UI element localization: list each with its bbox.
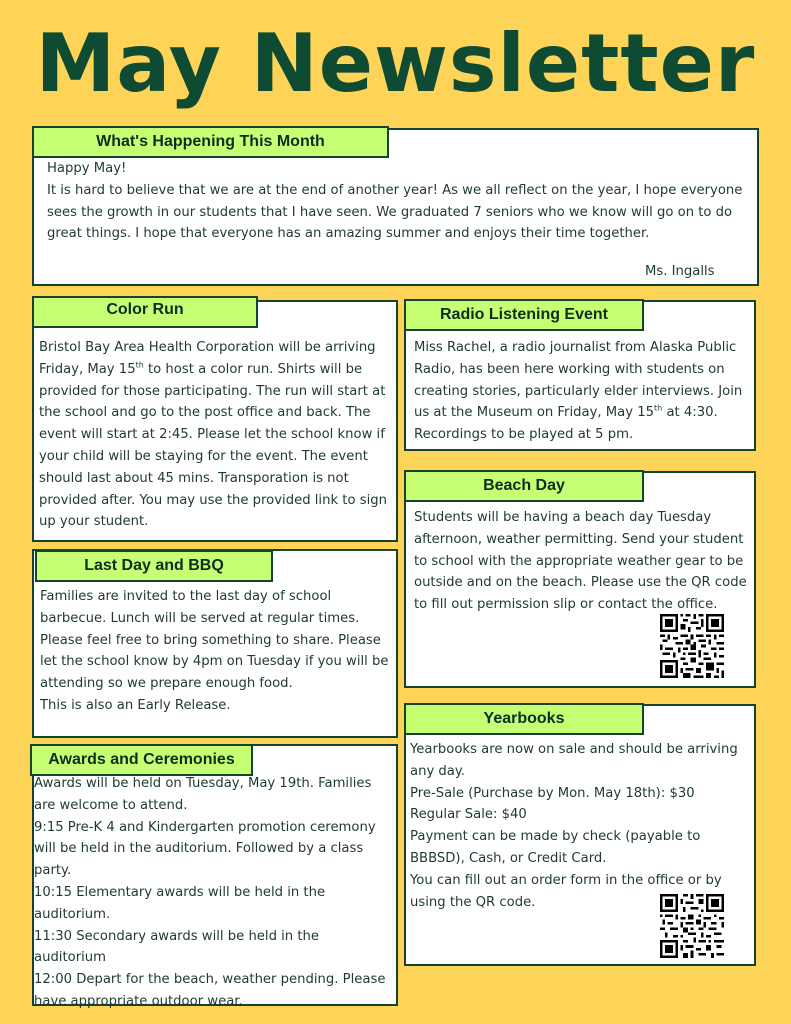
color-run-body xyxy=(39,337,391,533)
radio-body xyxy=(414,337,750,446)
yearbooks-qr-code[interactable] xyxy=(660,894,724,958)
awards-line-1: Awards will be held on Tuesday, May 19th. Families are welcome to attend. xyxy=(34,776,372,813)
last-day-heading: Last Day and BBQ xyxy=(35,550,273,582)
last-day-line-2: This is also an Early Release. xyxy=(40,697,231,713)
beach-body: Students will be having a beach day Tuesday afternoon, weather permitting. Send your student to school with the appropriate weather gear to be outside and on the beach. Please use the QR code to fill out permission slip or contact the office. xyxy=(414,510,747,613)
happening-paragraph: It is hard to believe that we are at the end of another year! As we all reflect on the year, I hope everyone sees the growth in our students that I have seen. We graduated 7 seniors who we know will go on to do great things. I hope that everyone has an amazing summer and enjoys their time together. xyxy=(47,182,743,242)
yearbooks-line-1: Yearbooks are now on sale and should be arriving any day. xyxy=(410,742,738,779)
awards-body xyxy=(34,773,394,1013)
yearbooks-line-5: You can fill out an order form in the office or by using the QR code. xyxy=(410,872,722,910)
color-run-heading: Color Run xyxy=(32,296,258,328)
yearbooks-heading: Yearbooks xyxy=(404,703,644,735)
newsletter-title: May Newsletter xyxy=(35,17,756,110)
awards-heading: Awards and Ceremonies xyxy=(30,744,253,776)
color-run-text-b: to host a color run. Shirts will be provided for those participating. The run will start at the school and go to the post office and back. The event will start at 2:45. Please let the school know if your child will be staying for the event. The event should last about 45 mins. Transporation is not provided after. You may use the provided link to sign up your student. xyxy=(39,361,387,530)
color-run-text-a: Bristol Bay Area Health Corporation will be arriving Friday, May 15 xyxy=(39,340,376,377)
beach-heading: Beach Day xyxy=(404,470,644,502)
awards-line-2: 9:15 Pre-K 4 and Kindergarten promotion ceremony will be held in the auditorium. Followed by a class party. xyxy=(34,819,376,879)
awards-line-4: 11:30 Secondary awards will be held in the auditorium xyxy=(34,928,319,966)
happening-signature: Ms. Ingalls xyxy=(645,264,715,279)
radio-text-b: at 4:30. Recordings to be played at 5 pm. xyxy=(414,405,718,443)
yearbooks-line-3: Regular Sale: $40 xyxy=(410,807,527,823)
yearbooks-line-4: Payment can be made by check (payable to BBBSD), Cash, or Credit Card. xyxy=(410,829,701,866)
yearbooks-body xyxy=(410,739,752,913)
radio-sup: th xyxy=(654,404,663,413)
happening-greeting: Happy May! xyxy=(47,161,127,176)
awards-line-5: 12:00 Depart for the beach, weather pending. Please have appropriate outdoor wear. xyxy=(34,972,386,1009)
last-day-line-1: Families are invited to the last day of school barbecue. Lunch will be served at regular times. Please feel free to bring something to share. Please let the school know by 4pm on Tuesday if you will be attending so we prepare enough food. xyxy=(40,589,389,692)
happening-body xyxy=(47,158,747,245)
last-day-body xyxy=(40,586,390,717)
color-run-sup: th xyxy=(135,360,144,370)
happening-heading: What's Happening This Month xyxy=(32,126,389,158)
awards-line-3: 10:15 Elementary awards will be held in the auditorium. xyxy=(34,884,326,922)
radio-heading: Radio Listening Event xyxy=(404,299,644,331)
radio-text-a: Miss Rachel, a radio journalist from Alaska Public Radio, has been here working with students on creating stories, particularly elder interviews. Join us at the Museum on Friday, May 15 xyxy=(414,340,743,421)
beach-qr-code[interactable] xyxy=(660,614,724,678)
yearbooks-line-2: Pre-Sale (Purchase by Mon. May 18th): $30 xyxy=(410,785,695,801)
